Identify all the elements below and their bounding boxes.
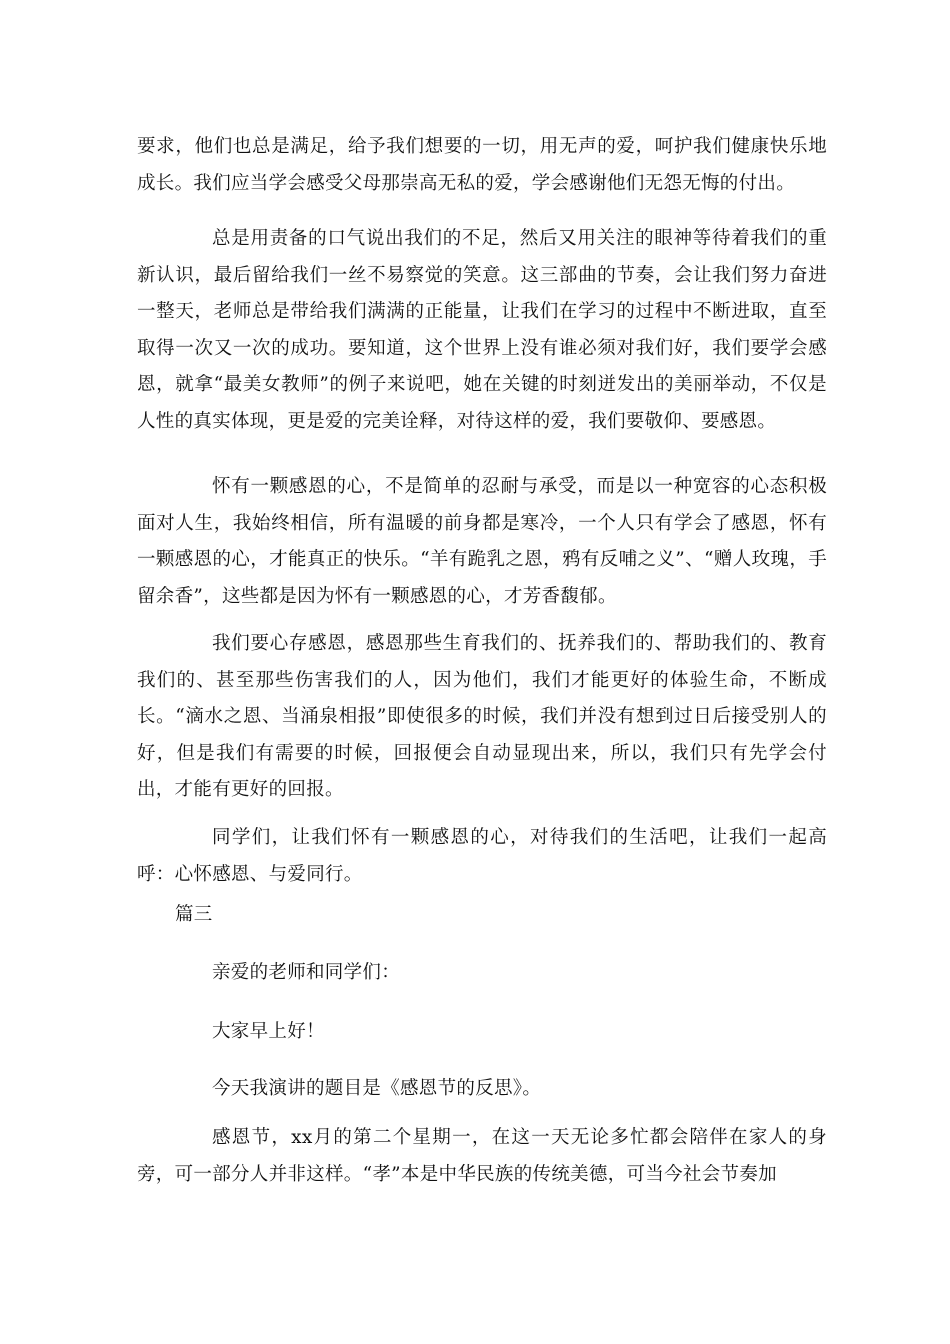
paragraph-gratitude-teachers: 总是用责备的口气说出我们的不足，然后又用关注的眼神等待着我们的重新认识，最后留给我们一丝不易察觉的笑意。这三部曲的节奏，会让我们努力奋进一整天，老师总是带给我们满满的正能量，让我们在学习的过程中不断进取，直至取得一次又一次的成功。要知道，这个世界上没有谁必须对我们好，我们要学会感恩，就拿“最美女教师”的例子来说吧，她在关键的时刻迸发出的美丽举动，不仅是人性的真实体现，更是爱的完美诠释，对待这样的爱，我们要敬仰、要感恩。 xyxy=(137,228,827,432)
greeting: 大家早上好！ xyxy=(212,1021,325,1042)
paragraph-gratitude-parents: 要求，他们也总是满足，给予我们想要的一切，用无声的爱，呵护我们健康快乐地成长。我们应当学会感受父母那崇高无私的爱，学会感谢他们无怨无悔的付出。 xyxy=(137,136,827,194)
paragraph-thanksgiving: 感恩节，xx月的第二个星期一，在这一天无论多忙都会陪伴在家人的身旁，可一部分人并非这样。“孝”本是中华民族的传统美德，可当今社会节奏加 xyxy=(137,1127,827,1185)
paragraph-keep-gratitude: 我们要心存感恩，感恩那些生育我们的、抚养我们的、帮助我们的、教育我们的、甚至那些伤害我们的人，因为他们，我们才能更好的体验生命，不断成长。“滴水之恩、当涌泉相报”即使很多的时候，我们并没有想到过日后接受别人的好，但是我们有需要的时候，回报便会自动显现出来，所以，我们只有先学会付出，才能有更好的回报。 xyxy=(137,633,827,801)
section-heading: 篇三 xyxy=(175,904,213,925)
paragraph-call-to-action: 同学们，让我们怀有一颗感恩的心，对待我们的生活吧，让我们一起高呼：心怀感恩、与爱同行。 xyxy=(137,827,827,885)
speech-title-line: 今天我演讲的题目是《感恩节的反思》。 xyxy=(212,1078,542,1099)
salutation: 亲爱的老师和同学们： xyxy=(212,962,401,983)
paragraph-grateful-heart: 怀有一颗感恩的心，不是简单的忍耐与承受，而是以一种宽容的心态积极面对人生，我始终相信，所有温暖的前身都是寒冷，一个人只有学会了感恩，怀有一颗感恩的心，才能真正的快乐。“羊有跪乳之恩，鸦有反哺之义”、“赠人玫瑰，手留余香”，这些都是因为怀有一颗感恩的心，才芳香馥郁。 xyxy=(137,476,827,607)
